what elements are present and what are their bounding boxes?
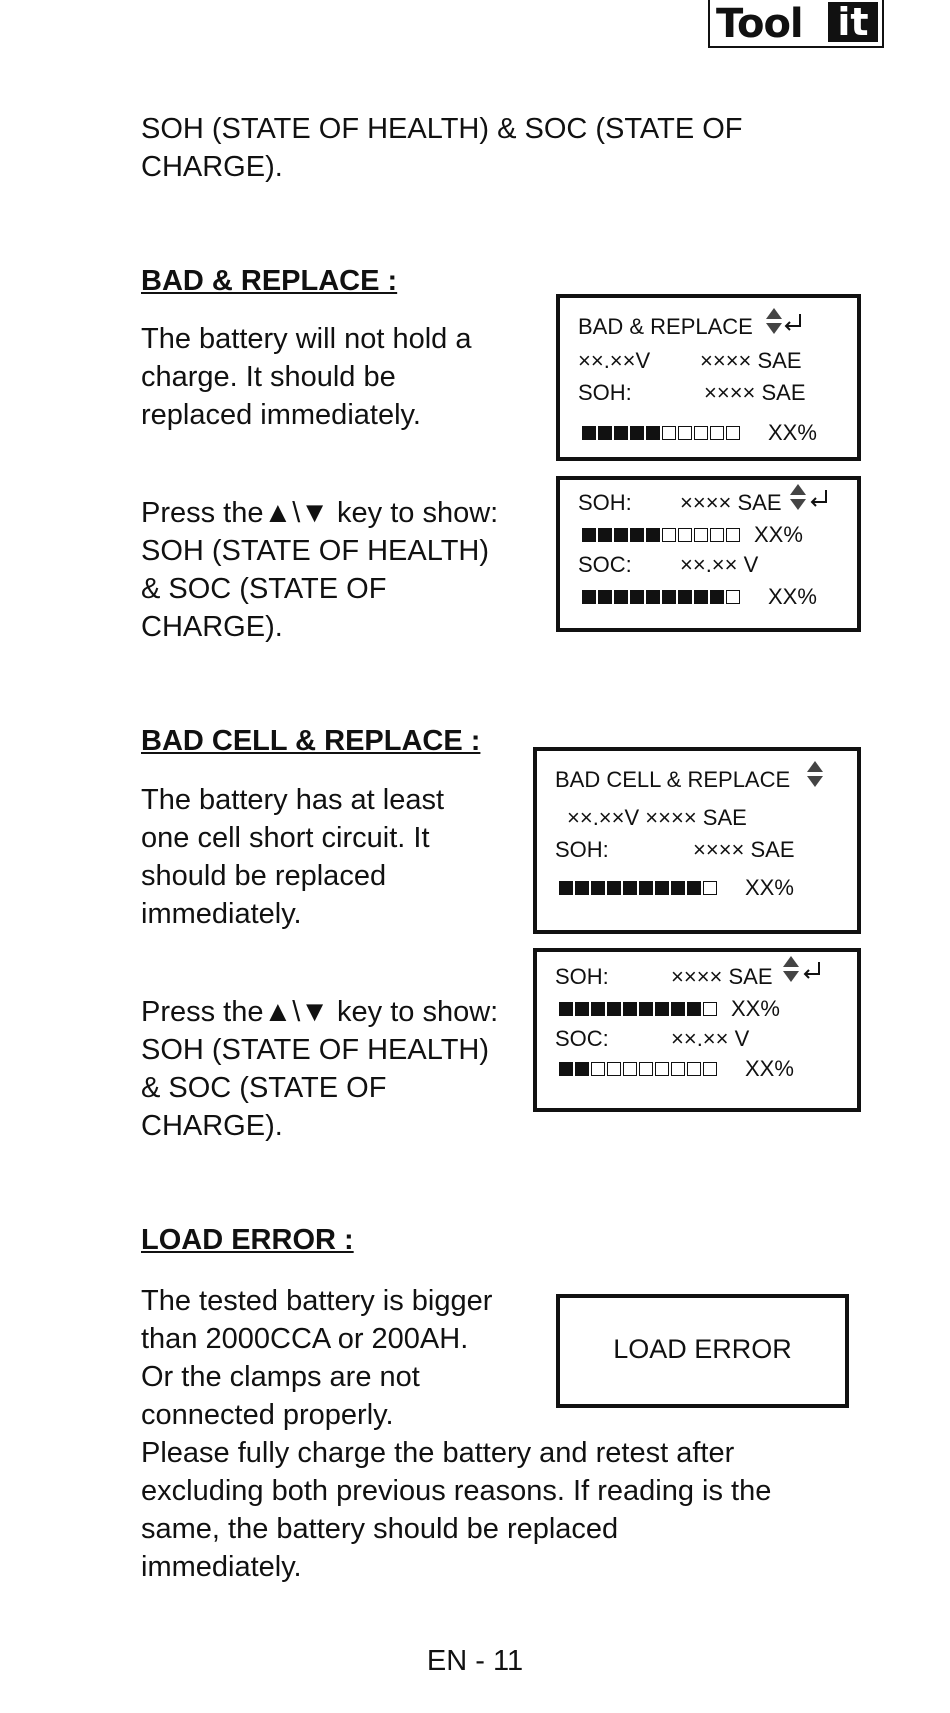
bar-segment-filled xyxy=(694,590,708,604)
bar-segment-filled xyxy=(662,590,676,604)
bar-segment-empty xyxy=(726,426,740,440)
bar-segment-empty xyxy=(623,1062,637,1076)
lcd-soh-value: ×××× SAE xyxy=(693,837,795,862)
logo-badge: it xyxy=(828,2,878,42)
lcd-title: BAD CELL & REPLACE xyxy=(555,767,791,792)
bar-segment-filled xyxy=(575,1062,589,1076)
lcd-percent: XX% xyxy=(745,875,794,900)
bar-segment-empty xyxy=(703,881,717,895)
section-title-bad-cell-replace: BAD CELL & REPLACE : xyxy=(141,725,481,757)
section-title-load-error: LOAD ERROR : xyxy=(141,1224,354,1256)
bar-segment-filled xyxy=(630,528,644,542)
bar-segment-empty xyxy=(662,426,676,440)
bar-segment-filled xyxy=(591,881,605,895)
bar-segment-filled xyxy=(678,590,692,604)
bar-segment-filled xyxy=(582,590,596,604)
bar-segment-filled xyxy=(655,1002,669,1016)
bar-segment-filled xyxy=(607,1002,621,1016)
bar-segment-empty xyxy=(703,1062,717,1076)
section-title-bad-replace: BAD & REPLACE : xyxy=(141,265,398,297)
bar-segment-filled xyxy=(646,590,660,604)
lcd-load-error-label: LOAD ERROR xyxy=(613,1334,792,1364)
bar-segment-filled xyxy=(614,528,628,542)
bar-segment-empty xyxy=(687,1062,701,1076)
enter-icon xyxy=(803,962,821,980)
bar-segment-filled xyxy=(598,426,612,440)
lcd-soh-value: ×××× SAE xyxy=(704,380,806,405)
bar-segment-filled xyxy=(614,590,628,604)
soc-bar xyxy=(582,590,740,604)
lcd-soc-label: SOC: xyxy=(578,552,632,577)
bar-segment-filled xyxy=(598,528,612,542)
bar-segment-filled xyxy=(671,1002,685,1016)
bar-segment-filled xyxy=(687,881,701,895)
bar-segment-filled xyxy=(671,881,685,895)
lcd-title: BAD & REPLACE xyxy=(578,314,753,339)
bar-segment-filled xyxy=(559,1062,573,1076)
bar-segment-empty xyxy=(671,1062,685,1076)
lcd-screen-bad-cell-replace xyxy=(533,747,861,934)
bar-segment-empty xyxy=(703,1002,717,1016)
bar-segment-empty xyxy=(694,528,708,542)
bar-segment-filled xyxy=(582,426,596,440)
bar-segment-empty xyxy=(662,528,676,542)
section-description-load-error: The tested battery is bigger than 2000CCA or 200AH. Or the clamps are not connected properly. xyxy=(141,1285,493,1431)
lcd-soc-percent: XX% xyxy=(768,584,817,609)
soh-bar xyxy=(582,528,740,542)
lcd-screen-bad-cell-replace-soh-soc xyxy=(533,948,861,1112)
lcd-soc-value: ××.×× V xyxy=(671,1026,750,1051)
enter-icon xyxy=(810,490,828,508)
lcd-percent: XX% xyxy=(768,420,817,445)
bar-segment-empty xyxy=(710,528,724,542)
bar-segment-empty xyxy=(678,426,692,440)
bar-segment-filled xyxy=(623,881,637,895)
updown-arrow-icon xyxy=(807,761,823,789)
load-error-advice: Please fully charge the battery and retest after excluding both previous reasons. If reading is the same, the battery should be replaced immediately. xyxy=(141,1437,772,1583)
page-number: EN - 11 xyxy=(426,1645,524,1677)
bar-segment-empty xyxy=(726,528,740,542)
bar-segment-filled xyxy=(630,590,644,604)
bar-segment-filled xyxy=(655,881,669,895)
bar-segment-filled xyxy=(687,1002,701,1016)
bar-segment-empty xyxy=(694,426,708,440)
lcd-soh-percent: XX% xyxy=(754,522,803,547)
lcd-rating: ×××× SAE xyxy=(700,348,802,373)
lcd-soh-value: ×××× SAE xyxy=(680,490,782,515)
bar-segment-filled xyxy=(591,1002,605,1016)
section-description-bad-replace: The battery will not hold a charge. It should be replaced immediately. xyxy=(141,323,472,431)
lcd-voltage: ××.××V xyxy=(578,348,651,373)
bar-segment-filled xyxy=(614,426,628,440)
bar-segment-filled xyxy=(710,590,724,604)
bar-segment-filled xyxy=(646,426,660,440)
press-instruction-bad-cell-replace: Press the▲\▼ key to show: SOH (STATE OF HEALTH) & SOC (STATE OF CHARGE). xyxy=(141,996,499,1142)
bar-segment-empty xyxy=(655,1062,669,1076)
health-bar xyxy=(582,426,740,440)
updown-arrow-icon xyxy=(783,956,799,984)
lcd-soh-value: ×××× SAE xyxy=(671,964,773,989)
bar-segment-filled xyxy=(575,1002,589,1016)
soh-bar xyxy=(559,1002,717,1016)
bar-segment-filled xyxy=(607,881,621,895)
lcd-soh-label: SOH: xyxy=(555,837,609,862)
lcd-soh-label: SOH: xyxy=(578,490,632,515)
health-bar xyxy=(559,881,717,895)
lcd-soc-value: ××.×× V xyxy=(680,552,759,577)
bar-segment-empty xyxy=(591,1062,605,1076)
bar-segment-filled xyxy=(575,881,589,895)
bar-segment-filled xyxy=(623,1002,637,1016)
bar-segment-empty xyxy=(726,590,740,604)
bar-segment-filled xyxy=(639,1002,653,1016)
soc-bar xyxy=(559,1062,717,1076)
bar-segment-filled xyxy=(559,1002,573,1016)
section-description-bad-cell-replace: The battery has at least one cell short circuit. It should be replaced immediately. xyxy=(141,784,445,930)
lcd-voltage-rating: ××.××V ×××× SAE xyxy=(567,805,747,830)
intro-text: SOH (STATE OF HEALTH) & SOC (STATE OF CHARGE). xyxy=(141,113,743,183)
updown-arrow-icon xyxy=(766,308,782,336)
updown-arrow-icon xyxy=(790,484,806,512)
bar-segment-filled xyxy=(598,590,612,604)
brand-logo xyxy=(708,0,884,48)
lcd-soc-label: SOC: xyxy=(555,1026,609,1051)
bar-segment-filled xyxy=(639,881,653,895)
bar-segment-empty xyxy=(639,1062,653,1076)
bar-segment-filled xyxy=(646,528,660,542)
press-instruction-bad-replace: Press the▲\▼ key to show: SOH (STATE OF HEALTH) & SOC (STATE OF CHARGE). xyxy=(141,497,499,643)
bar-segment-filled xyxy=(630,426,644,440)
lcd-soc-percent: XX% xyxy=(745,1056,794,1081)
lcd-soh-label: SOH: xyxy=(555,964,609,989)
bar-segment-filled xyxy=(582,528,596,542)
lcd-soh-label: SOH: xyxy=(578,380,632,405)
lcd-soh-percent: XX% xyxy=(731,996,780,1021)
lcd-screen-load-error xyxy=(556,1294,849,1408)
lcd-screen-bad-replace-soh-soc xyxy=(556,476,861,632)
enter-icon xyxy=(784,314,802,332)
bar-segment-filled xyxy=(559,881,573,895)
bar-segment-empty xyxy=(607,1062,621,1076)
lcd-screen-bad-replace xyxy=(556,294,861,461)
bar-segment-empty xyxy=(710,426,724,440)
logo-text: Tool xyxy=(716,1,803,47)
bar-segment-empty xyxy=(678,528,692,542)
